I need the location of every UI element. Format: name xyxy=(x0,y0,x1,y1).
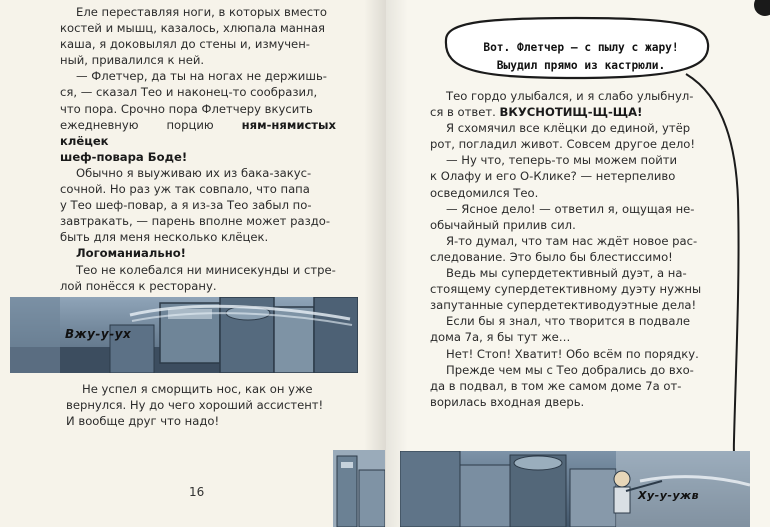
text-line: — Ну что, теперь-то мы можем пойти xyxy=(446,153,678,168)
left-page-text-bottom xyxy=(66,381,336,429)
bold-exclamation: ВКУСНОТИЩ-Щ-ЩА! xyxy=(499,105,643,120)
text-line: следование. Это было бы блестиссимо! xyxy=(430,249,673,264)
paragraph xyxy=(430,233,722,265)
paragraph xyxy=(430,152,722,200)
paragraph xyxy=(430,346,722,362)
text-line: ся в ответ. xyxy=(430,105,500,120)
sound-effect-label: Вжу-у-ух xyxy=(65,327,132,341)
text-line: Тео не колебался ни минисекунды и стре- xyxy=(76,262,336,277)
text-line: Если бы я знал, что творится в подвале xyxy=(446,314,691,329)
bubble-line: Выудил прямо из кастрюли. xyxy=(496,59,666,72)
page-number: 16 xyxy=(189,485,205,499)
text-line: Тео гордо улыбался, и я слабо улыбнул- xyxy=(446,89,694,103)
text-line: Еле переставляя ноги, в которых вместо xyxy=(76,5,327,19)
text-line: И вообще друг что надо! xyxy=(66,414,220,429)
text-line: ся, — сказал Тео и наконец-то сообразил, xyxy=(60,85,318,100)
bold-phrase: ням-нямистых клёцек xyxy=(60,117,336,148)
illustration-strip-right xyxy=(400,451,750,527)
text-line: вернулся. Ну до чего хороший ассистент! xyxy=(66,398,324,413)
text-line: Прежде чем мы с Тео добрались до вхо- xyxy=(446,362,694,377)
paragraph xyxy=(430,201,722,233)
text-line: — Ясное дело! — ответил я, ощущая не- xyxy=(446,201,695,216)
paragraph xyxy=(430,313,722,345)
sound-effect-label: Ху-у-ужв xyxy=(638,489,700,502)
text-line: костей и мышц, казалось, хлюпала манная xyxy=(60,21,326,36)
paragraph xyxy=(60,245,336,261)
right-page-text xyxy=(430,88,722,410)
text-line: Я схомячил все клёцки до единой, утёр xyxy=(446,121,691,136)
speech-bubble-text xyxy=(456,39,706,75)
paragraph xyxy=(430,88,722,120)
text-line: завтракать, — парень вполне может раздо- xyxy=(60,214,331,229)
left-page-text-top xyxy=(60,4,336,294)
text-line: Я-то думал, что там нас ждёт новое рас- xyxy=(446,233,698,248)
text-line: у Тео шеф-повар, а я из-за Тео забыл по- xyxy=(60,198,312,213)
text-line: да в подвал, в том же самом доме 7а от- xyxy=(430,378,682,393)
right-page xyxy=(386,0,770,527)
paragraph xyxy=(430,265,722,313)
text-line: обычайный прилив сил. xyxy=(430,217,576,232)
text-line: осведомился Тео. xyxy=(430,185,539,200)
text-line: ворилась входная дверь. xyxy=(430,394,585,409)
paragraph xyxy=(60,4,336,68)
text-line: Ведь мы супердетективный дуэт, а на- xyxy=(446,266,687,281)
bold-phrase: шеф-повара Боде! xyxy=(60,149,188,164)
text-line: дома 7а, я бы тут же… xyxy=(430,330,571,345)
text-line: Не успел я сморщить нос, как он уже xyxy=(82,382,313,396)
gutter-shadow xyxy=(364,0,386,527)
illustration-strip-left xyxy=(10,297,358,373)
text-line: ежедневную порцию xyxy=(60,117,214,132)
text-line: Нет! Стоп! Хватит! Обо всём по порядку. xyxy=(446,346,699,361)
text-line: что пора. Срочно пора Флетчеру вкусить xyxy=(60,101,313,116)
text-line: быть для меня несколько клёцек. xyxy=(60,230,269,245)
paragraph xyxy=(60,262,336,294)
text-line: Обычно я выуживаю их из бака-закус- xyxy=(76,165,312,180)
text-line: рот, погладил живот. Совсем другое дело! xyxy=(430,137,696,152)
text-line: лой понёсся к ресторану. xyxy=(60,278,217,293)
paragraph xyxy=(66,381,336,429)
paragraph xyxy=(430,120,722,152)
kitchen-illustration xyxy=(10,297,358,373)
text-line: ный, привалился к ней. xyxy=(60,53,205,68)
text-line: стоящему супердетективному дуэту нужны xyxy=(430,282,702,297)
bubble-line: Вот. Флетчер — с пылу с жару! xyxy=(483,41,679,54)
text-line: — Флетчер, да ты на ногах не держишь- xyxy=(76,69,327,84)
paragraph xyxy=(60,165,336,245)
text-line: запутанные супердетективодуэтные дела! xyxy=(430,298,697,313)
text-line: каша, я доковылял до стены и, измучен- xyxy=(60,37,310,52)
paragraph xyxy=(60,68,336,165)
text-line: к Олафу и его О-Клике? — нетерпеливо xyxy=(430,169,676,184)
bold-exclamation: Логоманиально! xyxy=(76,246,186,261)
text-line: сочной. Но раз уж так совпало, что папа xyxy=(60,182,310,197)
paragraph xyxy=(430,362,722,410)
corner-illustration xyxy=(333,450,385,527)
